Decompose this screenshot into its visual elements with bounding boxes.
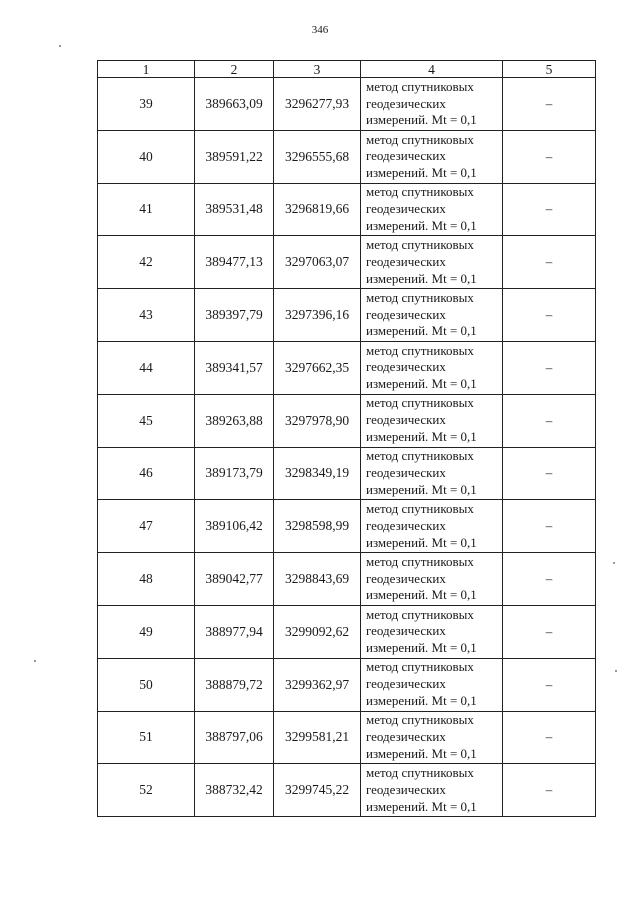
note-cell: – [503, 711, 596, 764]
header-row [98, 61, 596, 78]
method-line-1: метод спутниковых [366, 448, 474, 464]
coord-x: 388879,72 [195, 658, 274, 711]
note-cell: – [503, 236, 596, 289]
method-line-3: измерений. Mt = 0,1 [366, 217, 477, 233]
point-number: 40 [98, 130, 195, 183]
table-row [98, 658, 596, 711]
coord-x: 388732,42 [195, 764, 274, 817]
point-number: 47 [98, 500, 195, 553]
coord-y: 3299745,22 [274, 764, 361, 817]
method-line-3: измерений. Mt = 0,1 [366, 270, 477, 286]
coord-y: 3298349,19 [274, 447, 361, 500]
method-line-3: измерений. Mt = 0,1 [366, 481, 477, 497]
point-number: 39 [98, 78, 195, 131]
coord-x: 389263,88 [195, 394, 274, 447]
coord-y: 3297063,07 [274, 236, 361, 289]
point-number: 42 [98, 236, 195, 289]
method-line-3: измерений. Mt = 0,1 [366, 587, 477, 603]
method-line-3: измерений. Mt = 0,1 [366, 640, 477, 656]
table-row [98, 764, 596, 817]
method-line-1: метод спутниковых [366, 342, 474, 358]
note-cell: – [503, 500, 596, 553]
note-cell: – [503, 394, 596, 447]
note-cell: – [503, 764, 596, 817]
method-line-2: геодезических [366, 623, 446, 639]
coord-x: 389663,09 [195, 78, 274, 131]
method-line-2: геодезических [366, 148, 446, 164]
method-cell [361, 553, 503, 606]
coord-x: 389591,22 [195, 130, 274, 183]
note-cell: – [503, 553, 596, 606]
method-line-2: геодезических [366, 253, 446, 269]
table-row [98, 394, 596, 447]
point-number: 49 [98, 605, 195, 658]
method-line-3: измерений. Mt = 0,1 [366, 323, 477, 339]
method-line-1: метод спутниковых [366, 289, 474, 305]
method-line-3: измерений. Mt = 0,1 [366, 429, 477, 445]
table-header [98, 61, 596, 78]
method-cell [361, 183, 503, 236]
table-row [98, 130, 596, 183]
header-col-5: 5 [503, 61, 596, 78]
method-cell [361, 130, 503, 183]
table-body [98, 78, 596, 817]
method-line-2: геодезических [366, 201, 446, 217]
header-col-4: 4 [361, 61, 503, 78]
method-line-3: измерений. Mt = 0,1 [366, 165, 477, 181]
table-row [98, 341, 596, 394]
method-line-1: метод спутниковых [366, 395, 474, 411]
method-line-1: метод спутниковых [366, 765, 474, 781]
coord-x: 388797,06 [195, 711, 274, 764]
method-line-1: метод спутниковых [366, 712, 474, 728]
table-row [98, 289, 596, 342]
method-line-1: метод спутниковых [366, 131, 474, 147]
coord-x: 389531,48 [195, 183, 274, 236]
coord-x: 389397,79 [195, 289, 274, 342]
method-line-2: геодезических [366, 306, 446, 322]
table-row [98, 605, 596, 658]
method-line-3: измерений. Mt = 0,1 [366, 376, 477, 392]
header-col-1: 1 [98, 61, 195, 78]
note-cell: – [503, 78, 596, 131]
note-cell: – [503, 658, 596, 711]
coordinates-table [97, 60, 596, 817]
method-line-2: геодезических [366, 781, 446, 797]
note-cell: – [503, 341, 596, 394]
method-line-2: геодезических [366, 95, 446, 111]
point-number: 43 [98, 289, 195, 342]
coord-x: 388977,94 [195, 605, 274, 658]
method-line-3: измерений. Mt = 0,1 [366, 798, 477, 814]
coord-y: 3296277,93 [274, 78, 361, 131]
page-number: 346 [311, 24, 329, 36]
table-row [98, 78, 596, 131]
method-cell [361, 341, 503, 394]
coord-y: 3296819,66 [274, 183, 361, 236]
method-line-1: метод спутниковых [366, 184, 474, 200]
coord-y: 3297396,16 [274, 289, 361, 342]
method-cell [361, 500, 503, 553]
point-number: 46 [98, 447, 195, 500]
point-number: 51 [98, 711, 195, 764]
coord-x: 389042,77 [195, 553, 274, 606]
method-line-3: измерений. Mt = 0,1 [366, 693, 477, 709]
method-line-2: геодезических [366, 517, 446, 533]
method-cell [361, 78, 503, 131]
scan-speck [34, 660, 36, 662]
method-line-3: измерений. Mt = 0,1 [366, 112, 477, 128]
table-row [98, 183, 596, 236]
coord-y: 3299362,97 [274, 658, 361, 711]
method-line-2: геодезических [366, 729, 446, 745]
scan-speck [59, 45, 61, 47]
note-cell: – [503, 183, 596, 236]
point-number: 45 [98, 394, 195, 447]
method-cell [361, 236, 503, 289]
method-cell [361, 394, 503, 447]
table-row [98, 236, 596, 289]
coord-y: 3299581,21 [274, 711, 361, 764]
method-line-2: геодезических [366, 412, 446, 428]
point-number: 41 [98, 183, 195, 236]
table-row [98, 447, 596, 500]
note-cell: – [503, 289, 596, 342]
method-cell [361, 289, 503, 342]
method-line-3: измерений. Mt = 0,1 [366, 534, 477, 550]
method-cell [361, 711, 503, 764]
note-cell: – [503, 447, 596, 500]
method-line-1: метод спутниковых [366, 553, 474, 569]
method-cell [361, 447, 503, 500]
method-line-1: метод спутниковых [366, 606, 474, 622]
scan-speck [613, 562, 615, 564]
header-col-3: 3 [274, 61, 361, 78]
method-line-2: геодезических [366, 359, 446, 375]
method-line-2: геодезических [366, 570, 446, 586]
coord-y: 3299092,62 [274, 605, 361, 658]
coord-x: 389341,57 [195, 341, 274, 394]
method-line-1: метод спутниковых [366, 501, 474, 517]
coord-x: 389173,79 [195, 447, 274, 500]
coord-x: 389477,13 [195, 236, 274, 289]
coord-y: 3298843,69 [274, 553, 361, 606]
method-line-2: геодезических [366, 465, 446, 481]
point-number: 52 [98, 764, 195, 817]
scan-speck [615, 670, 617, 672]
method-line-1: метод спутниковых [366, 78, 474, 94]
point-number: 44 [98, 341, 195, 394]
point-number: 48 [98, 553, 195, 606]
table-row [98, 711, 596, 764]
method-line-3: измерений. Mt = 0,1 [366, 745, 477, 761]
coord-x: 389106,42 [195, 500, 274, 553]
table-row [98, 553, 596, 606]
coord-y: 3298598,99 [274, 500, 361, 553]
method-cell [361, 605, 503, 658]
header-col-2: 2 [195, 61, 274, 78]
note-cell: – [503, 605, 596, 658]
method-line-1: метод спутниковых [366, 659, 474, 675]
note-cell: – [503, 130, 596, 183]
coord-y: 3296555,68 [274, 130, 361, 183]
method-line-2: геодезических [366, 676, 446, 692]
coord-y: 3297662,35 [274, 341, 361, 394]
method-cell [361, 658, 503, 711]
coord-y: 3297978,90 [274, 394, 361, 447]
table-row [98, 500, 596, 553]
method-line-1: метод спутниковых [366, 237, 474, 253]
method-cell [361, 764, 503, 817]
point-number: 50 [98, 658, 195, 711]
